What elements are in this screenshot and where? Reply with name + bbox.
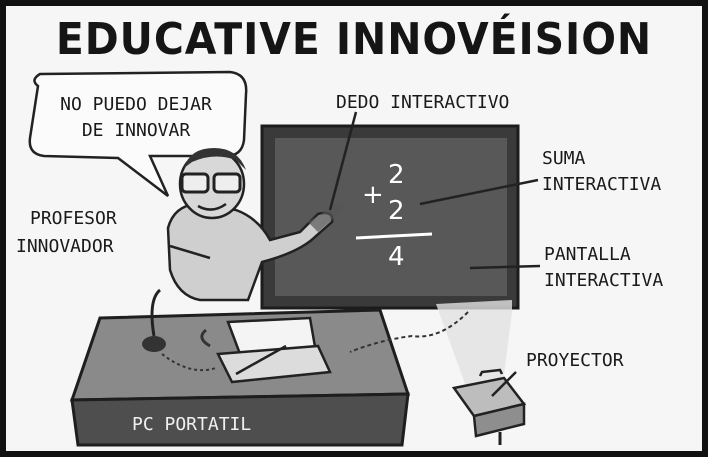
label-teacher-line1: PROFESOR bbox=[30, 208, 117, 229]
label-screen-line2: INTERACTIVA bbox=[544, 270, 664, 291]
label-finger: DEDO INTERACTIVO bbox=[336, 92, 510, 113]
label-teacher-line2: INNOVADOR bbox=[16, 236, 114, 257]
label-laptop: PC PORTATIL bbox=[132, 414, 252, 435]
label-screen-line1: PANTALLA bbox=[544, 244, 631, 265]
label-projector: PROYECTOR bbox=[526, 350, 624, 371]
label-sum-line2: INTERACTIVA bbox=[542, 174, 662, 195]
board-middle-number: 2 bbox=[388, 196, 405, 226]
board-operator: + bbox=[362, 180, 384, 210]
board-result-number: 4 bbox=[388, 242, 405, 272]
comic-title: EDUCATIVE INNOVÉISION bbox=[55, 14, 653, 65]
label-sum-line1: SUMA bbox=[542, 148, 586, 169]
speech-line-2: DE INNOVAR bbox=[81, 120, 191, 141]
speech-line-1: NO PUEDO DEJAR bbox=[60, 94, 212, 115]
speech-bubble-text bbox=[36, 92, 236, 144]
board-top-number: 2 bbox=[388, 160, 405, 190]
